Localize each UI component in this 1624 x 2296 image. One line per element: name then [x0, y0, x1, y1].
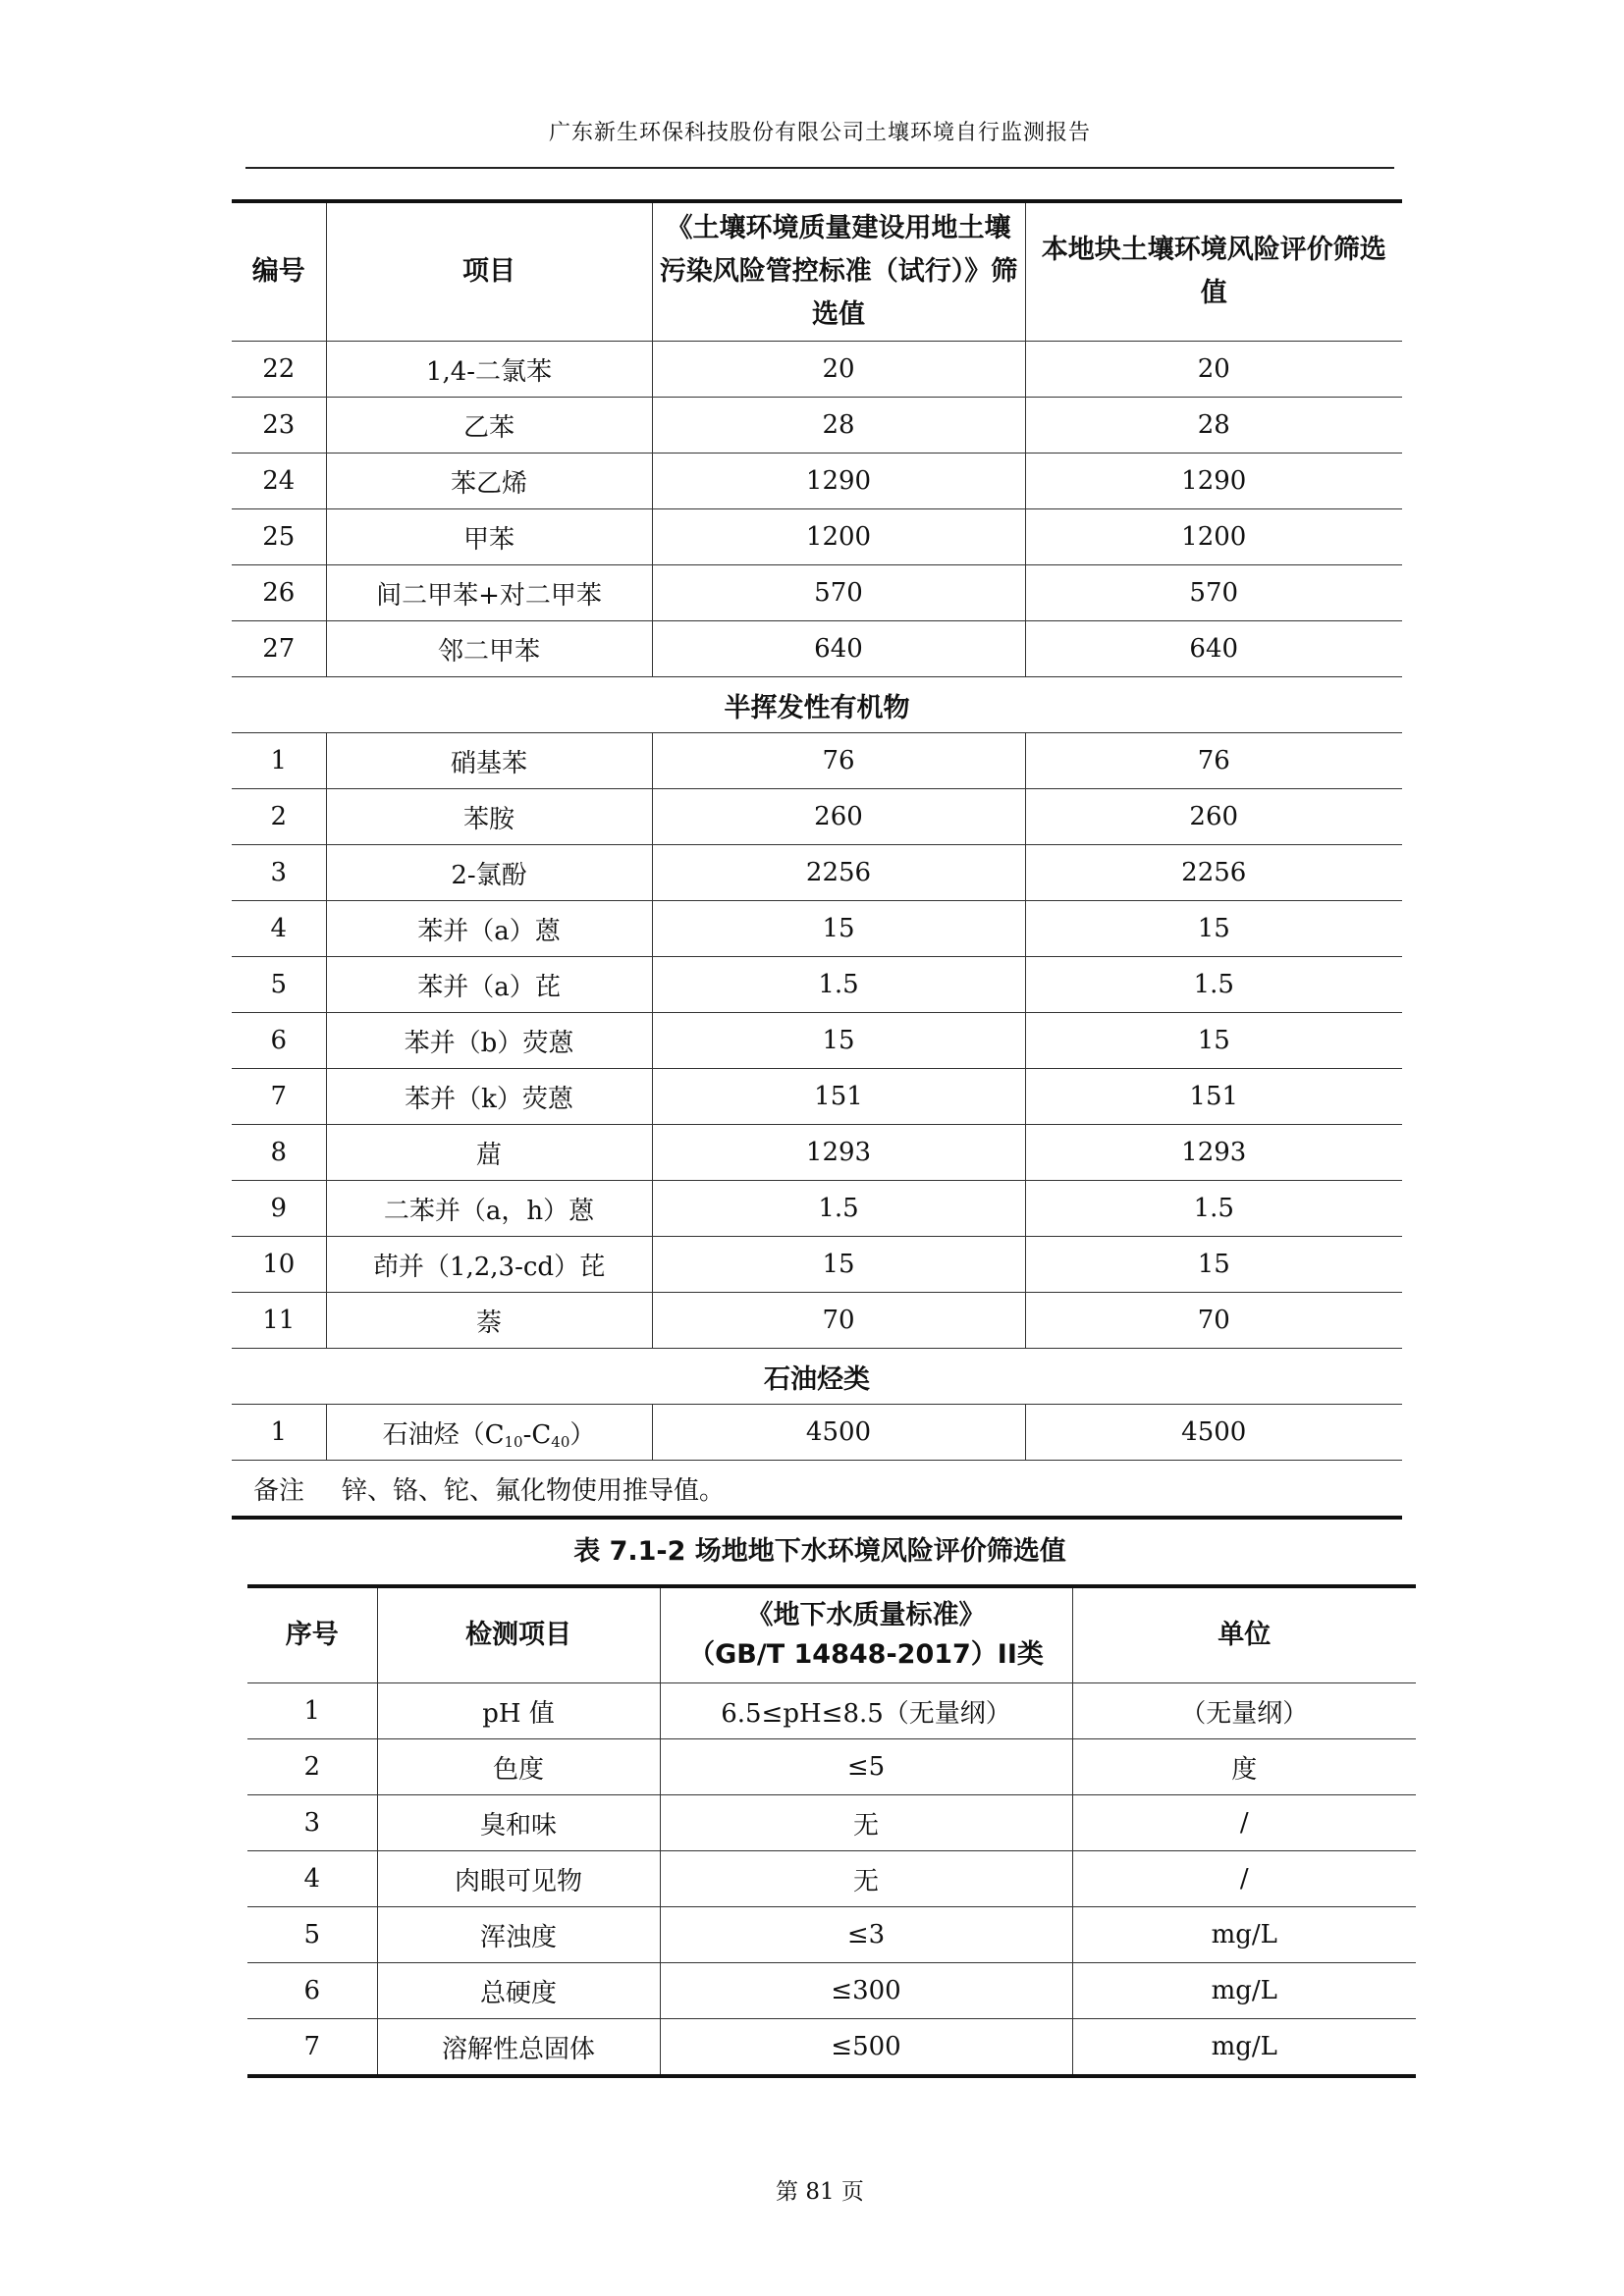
section-row	[232, 677, 1402, 733]
subscript: 40	[551, 1432, 570, 1451]
cell-limit: ≤3	[660, 1907, 1072, 1963]
table-row	[232, 1237, 1402, 1293]
cell-unit: mg/L	[1072, 1963, 1416, 2019]
cell-unit: mg/L	[1072, 2019, 1416, 2077]
cell-local: 1290	[1025, 454, 1402, 509]
soil-table-body	[232, 342, 1402, 1519]
page-number: 第 81 页	[776, 2179, 864, 2205]
table-row	[247, 1907, 1416, 1963]
cell-test-item: 总硬度	[377, 1963, 660, 2019]
item-text: -C	[522, 1419, 552, 1450]
cell-local: 1.5	[1025, 957, 1402, 1013]
cell-no: 2	[232, 789, 326, 845]
cell-unit: （无量纲）	[1072, 1683, 1416, 1739]
cell-item: 苯胺	[326, 789, 652, 845]
cell-standard: 15	[652, 901, 1025, 957]
cell-local: 2256	[1025, 845, 1402, 901]
col-header-test-item: 检测项目	[377, 1586, 660, 1683]
table-row	[247, 2019, 1416, 2077]
cell-local: 20	[1025, 342, 1402, 398]
cell-item: 䓛	[326, 1125, 652, 1181]
cell-standard: 15	[652, 1237, 1025, 1293]
note-text: 锌、铬、铊、氟化物使用推导值。	[326, 1461, 1402, 1519]
cell-item: 2-氯酚	[326, 845, 652, 901]
cell-item: 萘	[326, 1293, 652, 1349]
cell-local: 1.5	[1025, 1181, 1402, 1237]
cell-no: 7	[232, 1069, 326, 1125]
cell-no: 8	[232, 1125, 326, 1181]
cell-unit: /	[1072, 1795, 1416, 1851]
cell-no: 6	[232, 1013, 326, 1069]
table-row	[232, 789, 1402, 845]
cell-item: 苯乙烯	[326, 454, 652, 509]
table-row	[232, 957, 1402, 1013]
table-row	[247, 1851, 1416, 1907]
cell-test-item: 浑浊度	[377, 1907, 660, 1963]
cell-seq: 3	[247, 1795, 377, 1851]
cell-no: 11	[232, 1293, 326, 1349]
section-row	[232, 1349, 1402, 1405]
cell-limit: 6.5≤pH≤8.5（无量纲）	[660, 1683, 1072, 1739]
cell-standard: 1.5	[652, 957, 1025, 1013]
table-row	[232, 1181, 1402, 1237]
cell-standard: 1293	[652, 1125, 1025, 1181]
soil-screening-table	[232, 199, 1402, 1520]
cell-standard: 151	[652, 1069, 1025, 1125]
cell-standard: 570	[652, 565, 1025, 621]
table-row	[232, 1013, 1402, 1069]
groundwater-table-body	[247, 1683, 1416, 2077]
table-row	[232, 342, 1402, 398]
table-row	[232, 565, 1402, 621]
cell-test-item: 肉眼可见物	[377, 1851, 660, 1907]
cell-test-item: pH 值	[377, 1683, 660, 1739]
cell-local: 15	[1025, 1013, 1402, 1069]
table-row	[232, 733, 1402, 789]
cell-local: 640	[1025, 621, 1402, 677]
cell-no: 5	[232, 957, 326, 1013]
cell-no: 26	[232, 565, 326, 621]
gw-standard-class: （GB/T 14848-2017）II类	[688, 1639, 1044, 1670]
cell-no: 1	[232, 733, 326, 789]
table-caption: 表 7.1-2 场地地下水环境风险评价筛选值	[573, 1536, 1066, 1567]
cell-local: 260	[1025, 789, 1402, 845]
cell-limit: 无	[660, 1851, 1072, 1907]
cell-item: 硝基苯	[326, 733, 652, 789]
cell-standard: 260	[652, 789, 1025, 845]
table-row	[247, 1963, 1416, 2019]
cell-standard: 76	[652, 733, 1025, 789]
cell-test-item: 色度	[377, 1739, 660, 1795]
cell-item: 甲苯	[326, 509, 652, 565]
table-row	[232, 1293, 1402, 1349]
cell-standard: 1200	[652, 509, 1025, 565]
table-row	[247, 1739, 1416, 1795]
cell-seq: 2	[247, 1739, 377, 1795]
cell-no: 10	[232, 1237, 326, 1293]
groundwater-screening-table	[247, 1584, 1416, 2078]
col-header-local: 本地块土壤环境风险评价筛选值	[1025, 201, 1402, 342]
table-row	[232, 1405, 1402, 1461]
note-row	[232, 1461, 1402, 1519]
cell-item: 1,4-二氯苯	[326, 342, 652, 398]
cell-local: 151	[1025, 1069, 1402, 1125]
subscript: 10	[504, 1432, 523, 1451]
cell-standard: 2256	[652, 845, 1025, 901]
groundwater-table-header-row	[247, 1586, 1416, 1683]
cell-item: 苯并（b）荧蒽	[326, 1013, 652, 1069]
col-header-item: 项目	[326, 201, 652, 342]
cell-no: 27	[232, 621, 326, 677]
cell-standard: 4500	[652, 1405, 1025, 1461]
header-rule	[245, 167, 1394, 169]
section-title: 石油烃类	[232, 1349, 1402, 1405]
note-label: 备注	[232, 1461, 326, 1519]
cell-local: 570	[1025, 565, 1402, 621]
cell-test-item: 臭和味	[377, 1795, 660, 1851]
section-title: 半挥发性有机物	[232, 677, 1402, 733]
cell-item: 二苯并（a，h）蒽	[326, 1181, 652, 1237]
cell-local: 15	[1025, 1237, 1402, 1293]
table-row	[247, 1683, 1416, 1739]
table-row	[232, 1125, 1402, 1181]
cell-test-item: 溶解性总固体	[377, 2019, 660, 2077]
cell-seq: 6	[247, 1963, 377, 2019]
col-header-no: 编号	[232, 201, 326, 342]
cell-no: 22	[232, 342, 326, 398]
table-row	[232, 845, 1402, 901]
cell-standard: 28	[652, 398, 1025, 454]
cell-unit: /	[1072, 1851, 1416, 1907]
cell-local: 15	[1025, 901, 1402, 957]
table-row	[232, 398, 1402, 454]
cell-local: 4500	[1025, 1405, 1402, 1461]
cell-no: 1	[232, 1405, 326, 1461]
cell-local: 1200	[1025, 509, 1402, 565]
cell-no: 3	[232, 845, 326, 901]
cell-no: 24	[232, 454, 326, 509]
table-row	[232, 901, 1402, 957]
cell-local: 70	[1025, 1293, 1402, 1349]
cell-item: 邻二甲苯	[326, 621, 652, 677]
cell-local: 1293	[1025, 1125, 1402, 1181]
cell-seq: 5	[247, 1907, 377, 1963]
cell-item: 苯并（a）芘	[326, 957, 652, 1013]
table-row	[232, 1069, 1402, 1125]
col-header-gw-standard	[660, 1586, 1072, 1683]
cell-no: 9	[232, 1181, 326, 1237]
cell-item: 乙苯	[326, 398, 652, 454]
cell-no: 25	[232, 509, 326, 565]
item-text: ）	[569, 1419, 596, 1450]
item-text: 石油烃（C	[382, 1419, 505, 1450]
cell-standard: 1.5	[652, 1181, 1025, 1237]
cell-unit: 度	[1072, 1739, 1416, 1795]
table-row	[247, 1795, 1416, 1851]
cell-standard: 15	[652, 1013, 1025, 1069]
cell-item: 苯并（a）蒽	[326, 901, 652, 957]
soil-table-header-row	[232, 201, 1402, 342]
table-row	[232, 509, 1402, 565]
col-header-unit: 单位	[1072, 1586, 1416, 1683]
cell-seq: 4	[247, 1851, 377, 1907]
cell-standard: 640	[652, 621, 1025, 677]
cell-unit: mg/L	[1072, 1907, 1416, 1963]
cell-item: 间二甲苯+对二甲苯	[326, 565, 652, 621]
table-row	[232, 454, 1402, 509]
cell-no: 4	[232, 901, 326, 957]
cell-standard: 20	[652, 342, 1025, 398]
cell-limit: ≤300	[660, 1963, 1072, 2019]
cell-seq: 1	[247, 1683, 377, 1739]
page-header: 广东新生环保科技股份有限公司土壤环境自行监测报告	[548, 121, 1091, 145]
col-header-seq: 序号	[247, 1586, 377, 1683]
cell-standard: 1290	[652, 454, 1025, 509]
table-row	[232, 621, 1402, 677]
cell-item: 茚并（1,2,3-cd）芘	[326, 1237, 652, 1293]
cell-no: 23	[232, 398, 326, 454]
cell-seq: 7	[247, 2019, 377, 2077]
gw-standard-title: 《地下水质量标准》	[746, 1600, 986, 1630]
cell-item	[326, 1405, 652, 1461]
cell-limit: ≤500	[660, 2019, 1072, 2077]
cell-local: 76	[1025, 733, 1402, 789]
cell-local: 28	[1025, 398, 1402, 454]
cell-limit: 无	[660, 1795, 1072, 1851]
col-header-standard: 《土壤环境质量建设用地土壤污染风险管控标准（试行）》筛选值	[652, 201, 1025, 342]
cell-limit: ≤5	[660, 1739, 1072, 1795]
cell-item: 苯并（k）荧蒽	[326, 1069, 652, 1125]
cell-standard: 70	[652, 1293, 1025, 1349]
